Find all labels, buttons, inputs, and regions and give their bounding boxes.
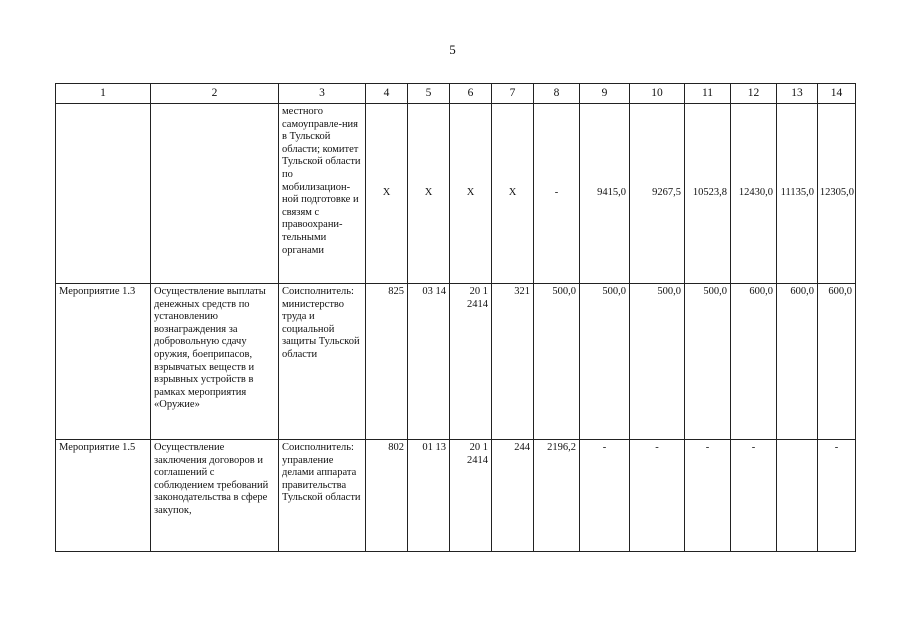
table-cell: -: [580, 440, 630, 552]
table-cell: 600,0: [777, 284, 818, 440]
table-cell: X: [492, 104, 534, 284]
header-cell: 8: [534, 84, 580, 104]
table-cell: 600,0: [731, 284, 777, 440]
page-number: 5: [449, 42, 456, 57]
executor-cell: Соисполнитель: министерство труда и социальной защиты Тульской области: [279, 284, 366, 440]
activity-name-cell: Мероприятие 1.5: [56, 440, 151, 552]
header-cell: 4: [366, 84, 408, 104]
table-cell: 802: [366, 440, 408, 552]
header-cell: 13: [777, 84, 818, 104]
header-cell: 5: [408, 84, 450, 104]
activity-name-cell: Мероприятие 1.3: [56, 284, 151, 440]
table-cell: X: [408, 104, 450, 284]
table-cell: 20 1 2414: [450, 284, 492, 440]
table-cell: 03 14: [408, 284, 450, 440]
table-cell: 9415,0: [580, 104, 630, 284]
header-cell: 9: [580, 84, 630, 104]
activity-description-cell: Осуществление заключения договоров и соглашений с соблюдением требований законодательства в сфере закупок,: [151, 440, 279, 552]
table-row: [56, 440, 856, 552]
header-cell: 10: [630, 84, 685, 104]
table-cell: -: [685, 440, 731, 552]
table-cell: 11135,0: [777, 104, 818, 284]
table-cell: -: [534, 104, 580, 284]
header-cell: 1: [56, 84, 151, 104]
table-cell: [56, 104, 151, 284]
table-cell: -: [818, 440, 856, 552]
table-cell: -: [630, 440, 685, 552]
header-cell: 6: [450, 84, 492, 104]
table-cell: 600,0: [818, 284, 856, 440]
table-row: [56, 284, 856, 440]
table-cell: 500,0: [630, 284, 685, 440]
table-row: [56, 104, 856, 284]
table-cell: 10523,8: [685, 104, 731, 284]
table-cell: 825: [366, 284, 408, 440]
table-cell: 01 13: [408, 440, 450, 552]
table-cell: 2196,2: [534, 440, 580, 552]
table-cell: 12430,0: [731, 104, 777, 284]
table-cell: 500,0: [534, 284, 580, 440]
table-cell: [777, 440, 818, 552]
table-cell: 20 1 2414: [450, 440, 492, 552]
table-cell: 500,0: [685, 284, 731, 440]
table-cell: X: [366, 104, 408, 284]
header-row: [56, 84, 856, 104]
header-cell: 14: [818, 84, 856, 104]
table-cell: 321: [492, 284, 534, 440]
executor-cell: Соисполнитель: управление делами аппарата правительства Тульской области: [279, 440, 366, 552]
header-cell: 2: [151, 84, 279, 104]
table-cell: 9267,5: [630, 104, 685, 284]
header-cell: 7: [492, 84, 534, 104]
header-cell: 11: [685, 84, 731, 104]
executor-cell: местного самоуправле-ния в Тульской области; комитет Тульской области по мобилизацион-ной подготовке и связям с правоохрани-тельными органами: [279, 104, 366, 284]
table-cell: X: [450, 104, 492, 284]
program-table: [55, 83, 856, 552]
table-cell: 500,0: [580, 284, 630, 440]
activity-description-cell: Осуществление выплаты денежных средств по установлению вознаграждения за добровольную сдачу оружия, боеприпасов, взрывчатых веществ и взрывных устройств в рамках мероприятия «Оружие»: [151, 284, 279, 440]
header-cell: 12: [731, 84, 777, 104]
header-cell: 3: [279, 84, 366, 104]
table-cell: [151, 104, 279, 284]
table-cell: -: [731, 440, 777, 552]
table-cell: 244: [492, 440, 534, 552]
table-cell: 12305,0: [818, 104, 856, 284]
